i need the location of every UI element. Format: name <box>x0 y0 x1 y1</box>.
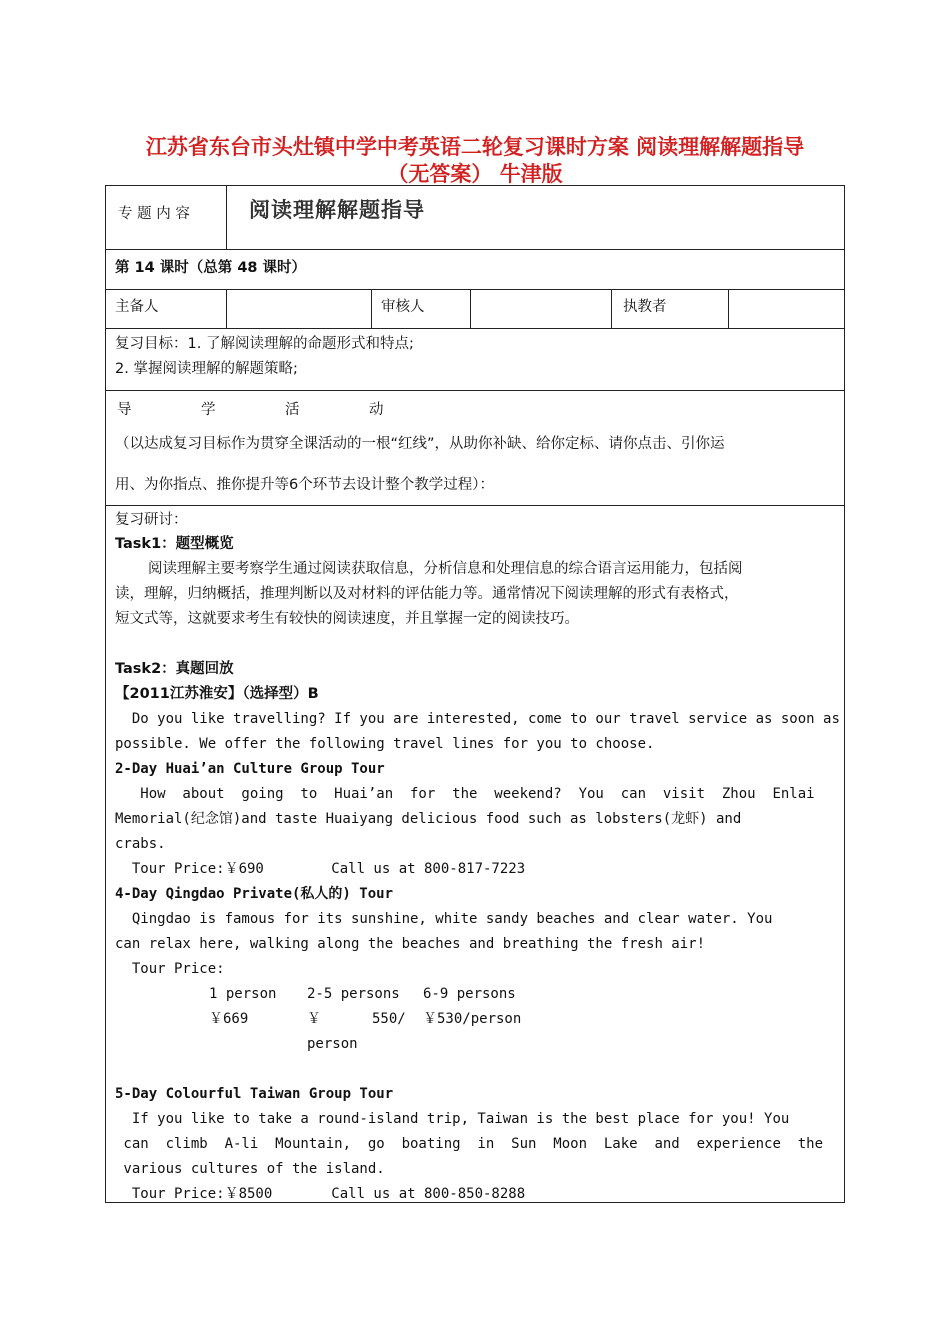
price-value-1-person: ￥669 <box>209 1011 249 1027</box>
topic-label-cell <box>106 186 227 249</box>
topic-label: 专 题 内 容 <box>118 206 190 222</box>
price-value-2-5-unit: person <box>307 1036 358 1052</box>
document-title <box>60 134 890 188</box>
price-header-2-5-persons: 2-5 persons <box>307 986 400 1002</box>
activities-char-2: 学 <box>201 402 216 418</box>
tour1-price: Tour Price:￥690 Call us at 800-817-7223 <box>115 861 526 877</box>
task1-title: Task1：题型概览 <box>115 536 234 552</box>
preparer-value-cell <box>227 290 372 328</box>
tour2-price-label: Tour Price: <box>115 961 225 977</box>
lesson-row <box>106 250 844 290</box>
tour3-price: Tour Price:￥8500 Call us at 800-850-8288 <box>115 1186 526 1202</box>
price-header-6-9-persons: 6-9 persons <box>423 986 516 1002</box>
tour3-title: 5-Day Colourful Taiwan Group Tour <box>115 1086 394 1102</box>
activities-char-1: 导 <box>117 402 132 418</box>
price-value-6-9-persons: ￥530/person <box>423 1011 522 1027</box>
lesson-number: 第 14 课时（总第 48 课时） <box>115 260 307 276</box>
teacher-label: 执教者 <box>623 299 667 315</box>
topic-value-cell <box>227 186 844 249</box>
activities-row <box>106 391 844 506</box>
reviewer-value-cell <box>471 290 612 328</box>
price-header-1-person: 1 person <box>209 986 277 1002</box>
tour2-line-1: Qingdao is famous for its sunshine, white sandy beaches and clear water. You <box>115 911 773 927</box>
tour3-line-1: If you like to take a round-island trip, Taiwan is the best place for you! You <box>115 1111 790 1127</box>
tour1-title: 2-Day Huai’an Culture Group Tour <box>115 761 385 777</box>
tour3-line-3: various cultures of the island. <box>115 1161 385 1177</box>
task1-paragraph-line-2: 读，理解，归纳概括，推理判断以及对材料的评估能力等。通常情况下阅读理解的形式有表格式， <box>115 586 739 602</box>
tour2-title: 4-Day Qingdao Private(私人的) Tour <box>115 886 394 902</box>
document-title-line-2: （无答案） 牛津版 <box>387 162 563 186</box>
task2-title: Task2：真题回放 <box>115 661 234 677</box>
task1-paragraph-line-1: 阅读理解主要考察学生通过阅读获取信息，分析信息和处理信息的综合语言运用能力，包括阅 <box>148 561 743 577</box>
goals-row <box>106 329 844 391</box>
teacher-value-cell <box>729 290 844 328</box>
topic-value: 阅读理解解题指导 <box>249 198 425 222</box>
tour2-line-2: can relax here, walking along the beaches and breathing the fresh air! <box>115 936 706 952</box>
teacher-label-cell <box>612 290 729 328</box>
task2-source: 【2011江苏淮安】（选择型）B <box>115 686 319 702</box>
activities-char-4: 动 <box>369 402 384 418</box>
tour1-line-2: Memorial(纪念馆)and taste Huaiyang delicious food such as lobsters(龙虾) and <box>115 811 742 827</box>
review-row <box>106 506 844 1202</box>
goal-2: 2. 掌握阅读理解的解题策略; <box>115 361 298 377</box>
price-value-2-5-amount: 550/ <box>372 1011 406 1027</box>
document-title-line-1: 江苏省东台市头灶镇中学中考英语二轮复习课时方案 阅读理解解题指导 <box>145 135 805 159</box>
reviewer-label-cell <box>372 290 471 328</box>
task1-paragraph-line-3: 短文式等，这就要求考生有较快的阅读速度，并且掌握一定的阅读技巧。 <box>115 611 579 627</box>
review-heading: 复习研讨： <box>115 512 188 528</box>
staff-row <box>106 290 844 329</box>
activities-desc-1: （以达成复习目标作为贯穿全课活动的一根“红线”，从助你补缺、给你定标、请你点击、引你运 <box>115 436 725 452</box>
reviewer-label: 审核人 <box>381 299 425 315</box>
goal-1: 复习目标：1. 了解阅读理解的命题形式和特点; <box>115 336 414 352</box>
tour1-line-3: crabs. <box>115 836 166 852</box>
activities-char-3: 活 <box>285 402 300 418</box>
topic-row <box>106 186 844 250</box>
price-value-2-5-symbol: ￥ <box>307 1011 321 1027</box>
intro-line-2: possible. We offer the following travel lines for you to choose. <box>115 736 655 752</box>
tour3-line-2: can climb A-li Mountain, go boating in Sun Moon Lake and experience the <box>115 1136 824 1152</box>
activities-desc-2: 用、为你指点、推你提升等6个环节去设计整个教学过程）： <box>115 477 494 493</box>
preparer-label: 主备人 <box>115 299 159 315</box>
preparer-label-cell <box>106 290 227 328</box>
lesson-plan-table <box>105 185 845 1203</box>
intro-line-1: Do you like travelling? If you are interested, come to our travel service as soon as <box>115 711 840 727</box>
tour1-line-1: How about going to Huai’an for the weekend? You can visit Zhou Enlai <box>115 786 815 802</box>
